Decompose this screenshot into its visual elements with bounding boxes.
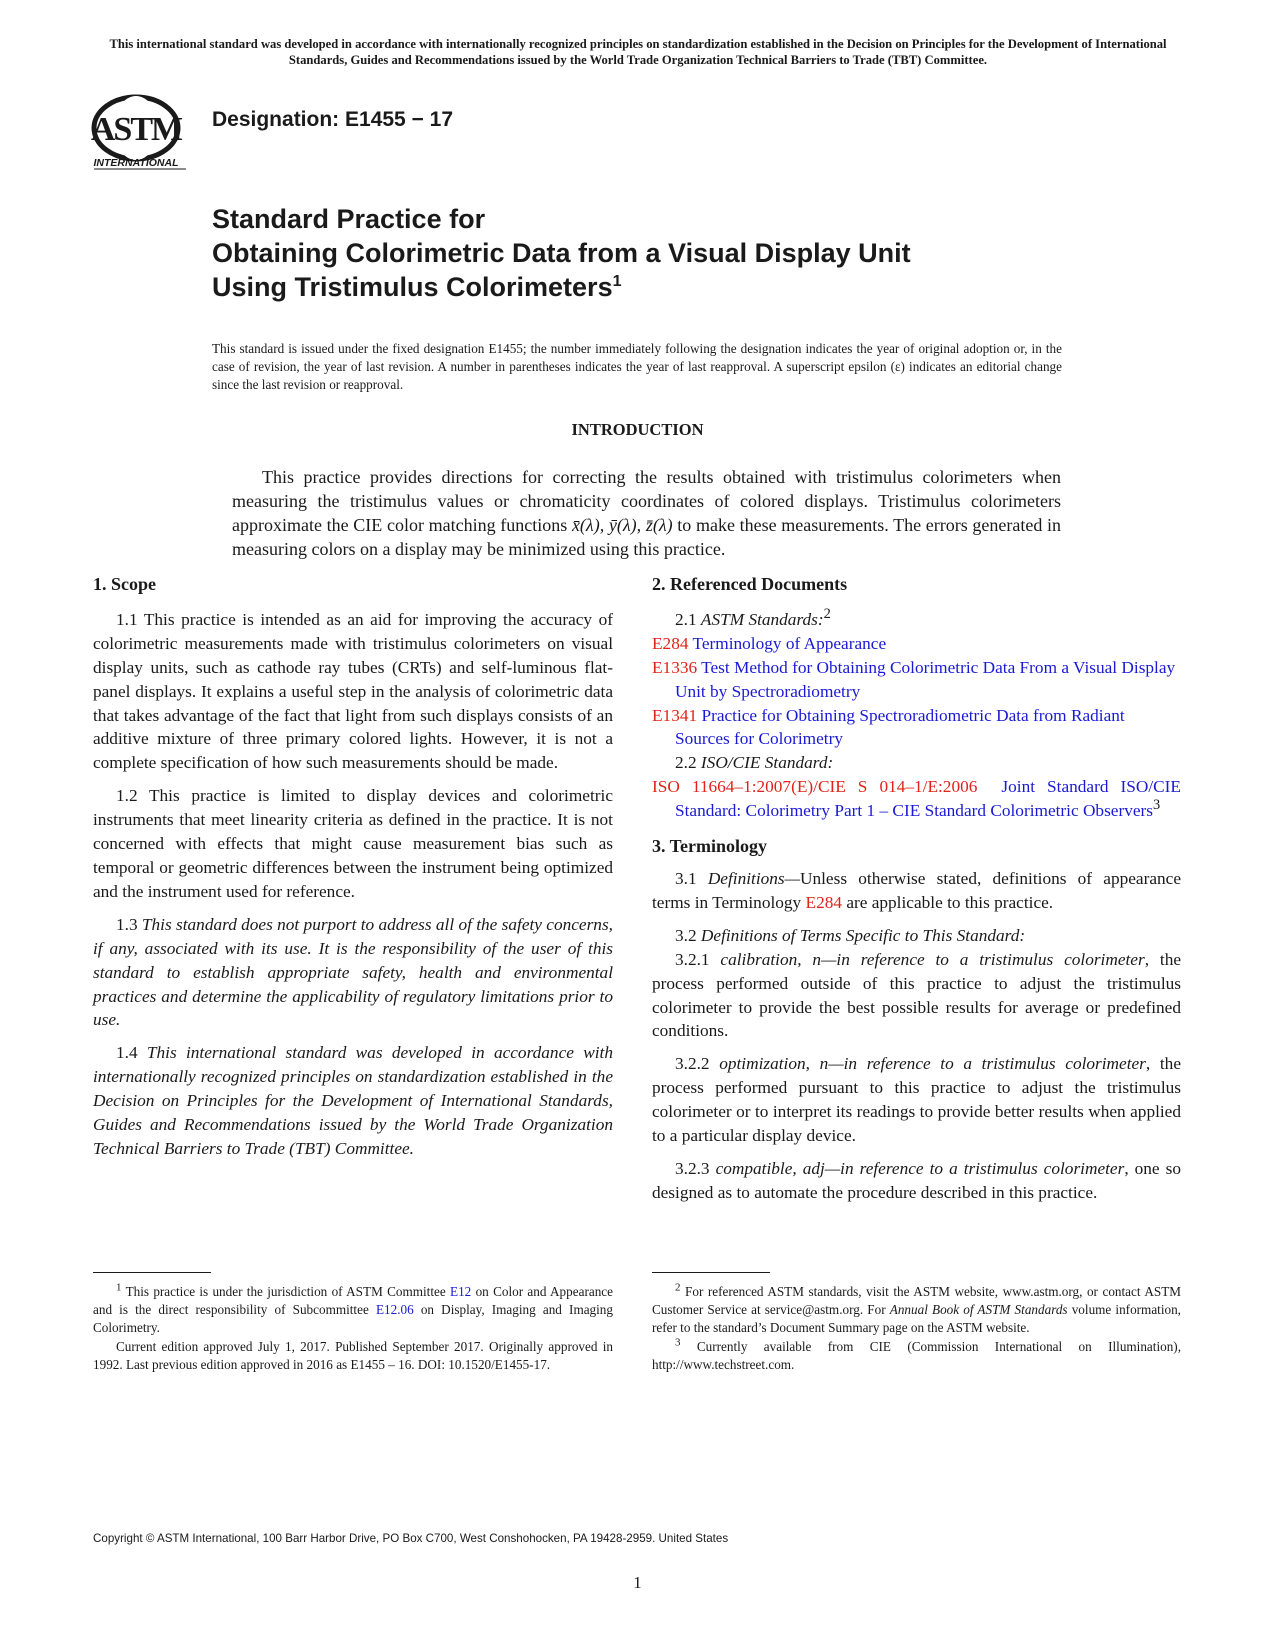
footnotes-left — [93, 1283, 613, 1374]
section-2-2: 2.2 ISO/CIE Standard: — [675, 753, 834, 773]
cie-functions: x̄(λ), ȳ(λ), z̄(λ) — [571, 515, 673, 535]
title-footnote-mark: 1 — [612, 273, 622, 290]
scope-1-3: 1.3 This standard does not purport to address all of the safety concerns, if any, associated with its use. It is the responsibility of the user of this standard to establish appropriate safety, health and environmental practices and determine the applicability of regulatory limitations prior to use. — [93, 914, 613, 1030]
svg-text:ASTM: ASTM — [90, 111, 182, 148]
page-number: 1 — [633, 1573, 642, 1592]
footnote-3: $^3$ Currently available from CIE (Commission International on Illumination), http://www.techstreet.com. — [652, 1336, 1181, 1372]
scope-1-4: 1.4 This international standard was developed in accordance with internationally recognized principles on standardization established in the Decision on Principles for the Development of International Standards, Guides and Recommendations issued by the World Trade Organization Technical Barriers to Trade (TBT) Committee. — [93, 1043, 613, 1158]
section-2-1: 2.1 ASTM Standards:$^2$ — [675, 606, 831, 629]
ref-e284-link[interactable]: E284 — [652, 633, 689, 653]
terminology-3-2-1: 3.2.1 calibration, n—in reference to a tristimulus colorimeter, the process performed outside of this practice to adjust the tristimulus colorimeter to provide the best possible results for average or predefined conditions. — [652, 949, 1182, 1041]
scope-1-1: 1.1 This practice is intended as an aid for improving the accuracy of colorimetric measurements made with tristimulus colorimeters on visual display units, such as cathode ray tubes (CRTs) and self-luminous flat-panel displays. It explains a useful step in the analysis of colorimetric data that takes advantage of the fact that light from such displays consists of an additive mixture of three primary colored lights. However, it is not a complete specification of how such measurements should be made. — [93, 609, 613, 773]
ref-iso-link[interactable]: ISO 11664–1:2007(E)/CIE S 014–1/E:2006 — [652, 777, 978, 797]
terminology-heading: 3. Terminology — [652, 836, 768, 857]
terminology-3-2: 3.2 Definitions of Terms Specific to This Standard: — [675, 925, 1026, 945]
footnote-rule-right — [652, 1272, 770, 1273]
introduction-heading: INTRODUCTION — [571, 420, 704, 439]
title-line-2: Obtaining Colorimetric Data from a Visual Display Unit — [212, 238, 911, 268]
footnote-1-edition: Current edition approved July 1, 2017. Published September 2017. Originally approved in 1992. Last previous edition approved in 2016 as E1455 – 16. DOI: 10.1520/E1455-17. — [93, 1338, 613, 1372]
ref-e1341: E1341 Practice for Obtaining Spectroradiometric Data from Radiant Sources for Colorimetry — [652, 705, 1125, 749]
ref-iso: ISO 11664–1:2007(E)/CIE S 014–1/E:2006 Joint Standard ISO/CIE Standard: Colorimetry Part 1 – CIE Standard Colorimetric Observers$^3$ — [652, 777, 1181, 821]
footnotes-right — [652, 1283, 1181, 1374]
title-line-3: Using Tristimulus Colorimeters$^1$ — [212, 272, 622, 302]
copyright: Copyright © ASTM International, 100 Barr Harbor Drive, PO Box C700, West Conshohocken, PA 19428-2959. United States — [93, 1532, 729, 1545]
title-line-1: Standard Practice for — [212, 204, 486, 234]
e12-06-link[interactable]: E12.06 — [375, 1302, 414, 1318]
scope-heading: 1. Scope — [93, 574, 156, 594]
terminology-3-2-3: 3.2.3 compatible, adj—in reference to a tristimulus colorimeter, one so designed as to automate the procedure described in this practice. — [652, 1158, 1181, 1202]
footnote-2: $^2$ For referenced ASTM standards, visit the ASTM website, www.astm.org, or contact ASTM Customer Service at service@astm.org. For Annual Book of ASTM Standards volume information, refer to the standard’s Document Summary page on the ASTM website. — [652, 1281, 1181, 1336]
designation: Designation: E1455 − 17 — [212, 108, 454, 131]
ref-e1336: E1336 Test Method for Obtaining Colorimetric Data From a Visual Display Unit by Spectroradiometry — [652, 657, 1176, 701]
footnote-1: $^1$ This practice is under the jurisdiction of ASTM Committee E12 on Color and Appearance and is the direct responsibility of Subcommittee E12.06 on Display, Imaging and Imaging Colorimetry. — [93, 1281, 613, 1336]
scope-1-2: 1.2 This practice is limited to display devices and colorimetric instruments that meet linearity criteria as defined in the practice. It is not concerned with effects that might cause measurement bias such as temporal or geometric differences between the instrument being optimized and the instrument used for reference. — [93, 786, 613, 901]
astm-logo-icon — [90, 88, 200, 178]
document-title — [212, 202, 911, 304]
ref-e284: E284 Terminology of Appearance — [652, 633, 887, 653]
wto-notice: This international standard was developed in accordance with internationally recognized principles on standardization established in the Decision on Principles for the Development of International Standards, Guides and Recommendations issued by the World Trade Organization Technical Barriers to Trade (TBT) Committee. — [109, 37, 1167, 67]
ref-e1336-link[interactable]: E1336 — [652, 657, 698, 677]
astm-logo — [90, 88, 200, 178]
e12-link[interactable]: E12 — [450, 1284, 472, 1299]
ref-e1341-link[interactable]: E1341 — [652, 705, 698, 725]
svg-text:INTERNATIONAL: INTERNATIONAL — [93, 157, 179, 169]
right-column — [652, 573, 1181, 1205]
introduction-text: This practice provides directions for correcting the results obtained with tristimulus colorimeters when measuring the tristimulus values or chromaticity coordinates of colored displays. Tristimulus colorimeters approximate the CIE color matching functions x̄(λ), ȳ(λ), z̄(λ) to make these measurements. The errors generated in measuring colors on a display may be minimized using this practice. — [232, 467, 1062, 559]
footnote-rule-left — [93, 1272, 211, 1273]
issue-note: This standard is issued under the fixed designation E1455; the number immediately following the designation indicates the year of original adoption or, in the case of revision, the year of last revision. A number in parentheses indicates the year of last reapproval. A superscript epsilon (ε) indicates an editorial change since the last revision or reapproval. — [212, 341, 1062, 392]
terminology-3-1: 3.1 Definitions—Unless otherwise stated, definitions of appearance terms in Terminology E284 are applicable to this practice. — [652, 868, 1181, 912]
left-column — [93, 573, 613, 1161]
ref-e284-inline-link[interactable]: E284 — [805, 892, 842, 912]
terminology-3-2-2: 3.2.2 optimization, n—in reference to a tristimulus colorimeter, the process performed pursuant to this practice to adjust the tristimulus colorimeter or to interpret its readings to provide better results when applied to a particular display device. — [652, 1054, 1181, 1146]
referenced-documents-heading: 2. Referenced Documents — [652, 574, 848, 594]
